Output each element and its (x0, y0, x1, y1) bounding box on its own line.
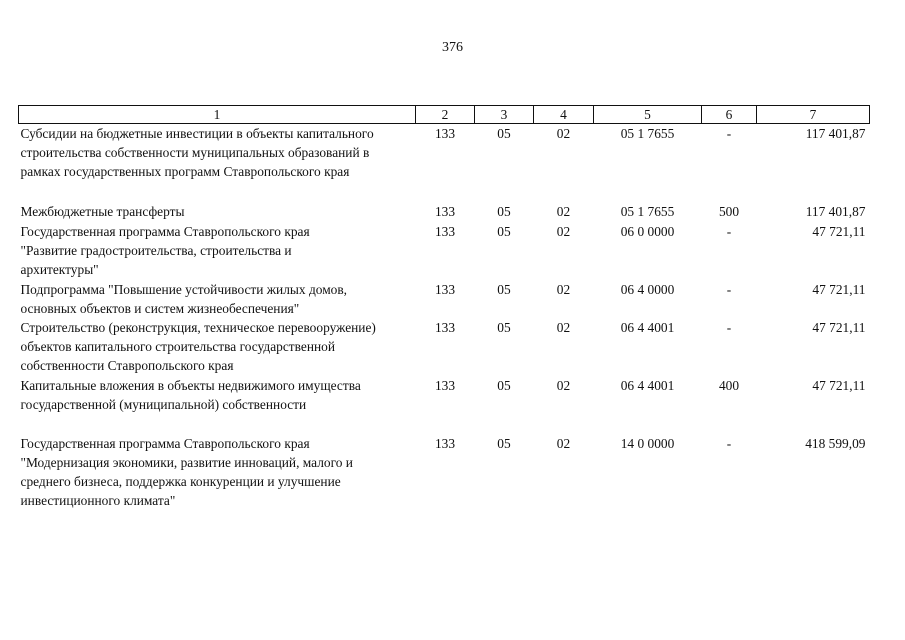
header-col-1: 1 (19, 106, 416, 124)
row-col-6: 500 (718, 203, 740, 219)
header-col-2: 2 (416, 106, 475, 124)
row-col-4: 02 (556, 203, 571, 219)
row-col-5: 06 4 4001 (620, 319, 675, 335)
row-col-5: 06 0 0000 (620, 223, 675, 239)
row-col-7: 117 401,87 (805, 203, 866, 219)
table-row (19, 376, 870, 415)
row-col-3: 05 (497, 281, 511, 297)
table-row (19, 434, 870, 512)
row-col-5: 05 1 7655 (620, 126, 675, 141)
row-col-2: 133 (434, 377, 456, 393)
row-col-7: 47 721,11 (812, 223, 866, 239)
row-name: Подпрограмма "Повышение устойчивости жилых домов, основных объектов и систем жизнеобеспечения" (20, 281, 348, 316)
row-col-7: 47 721,11 (812, 377, 866, 393)
header-col-3: 3 (475, 106, 534, 124)
row-name: Государственная программа Ставропольского края "Модернизация экономики, развитие инноваций, малого и среднего бизнеса, поддержка конкуренции и улучшение инвестиционного климата" (20, 435, 353, 508)
row-col-3: 05 (497, 223, 511, 239)
row-col-6: - (726, 126, 732, 141)
row-col-4: 02 (556, 377, 571, 393)
row-col-3: 05 (497, 319, 511, 335)
row-name: Строительство (реконструкция, техническое перевооружение) объектов капитального строительства государственной собственности Ставропольского края (20, 319, 376, 373)
row-col-5: 06 4 0000 (620, 281, 675, 297)
row-col-2: 133 (434, 126, 456, 141)
row-col-4: 02 (556, 126, 571, 141)
row-name: Межбюджетные трансферты (20, 203, 185, 219)
row-col-2: 133 (434, 319, 456, 335)
page-number: 376 (442, 40, 463, 55)
row-name: Капитальные вложения в объекты недвижимого имущества государственной (муниципальной) собственности (20, 377, 361, 412)
row-col-2: 133 (434, 223, 456, 239)
row-name: Государственная программа Ставропольского края "Развитие градостроительства, строительства и архитектуры" (20, 223, 310, 277)
header-col-5: 5 (594, 106, 702, 124)
row-name: Субсидии на бюджетные инвестиции в объекты капитального строительства собственности муниципальных образований в рамках государственных программ Ставропольского края (20, 126, 374, 179)
row-col-6: - (726, 223, 732, 239)
row-col-4: 02 (556, 435, 571, 451)
table-row (19, 222, 870, 280)
row-col-5: 05 1 7655 (620, 203, 675, 219)
row-col-6: - (726, 319, 732, 335)
header-col-6: 6 (702, 106, 757, 124)
row-col-5: 14 0 0000 (620, 435, 675, 451)
row-col-6: - (726, 281, 732, 297)
row-col-3: 05 (497, 377, 511, 393)
header-col-4: 4 (534, 106, 594, 124)
table-row (19, 318, 870, 376)
row-col-3: 05 (497, 126, 511, 141)
row-col-6: 400 (718, 377, 740, 393)
row-col-3: 05 (497, 435, 511, 451)
header-row (19, 106, 870, 124)
table-row (19, 124, 870, 202)
table-row (19, 280, 870, 318)
row-col-2: 133 (434, 435, 456, 451)
row-col-2: 133 (434, 281, 456, 297)
header-col-7: 7 (757, 106, 870, 124)
row-col-4: 02 (556, 223, 571, 239)
row-col-5: 06 4 4001 (620, 377, 675, 393)
row-col-4: 02 (556, 281, 571, 297)
row-col-4: 02 (556, 319, 571, 335)
row-col-3: 05 (497, 203, 511, 219)
table-spacer-row (19, 415, 870, 434)
row-col-7: 47 721,11 (812, 319, 866, 335)
row-col-7: 47 721,11 (812, 281, 866, 297)
row-col-7: 117 401,87 (805, 126, 866, 141)
table-row (19, 202, 870, 222)
row-col-2: 133 (434, 203, 456, 219)
row-col-7: 418 599,09 (805, 435, 866, 451)
budget-table (18, 105, 870, 512)
row-col-6: - (726, 435, 732, 451)
